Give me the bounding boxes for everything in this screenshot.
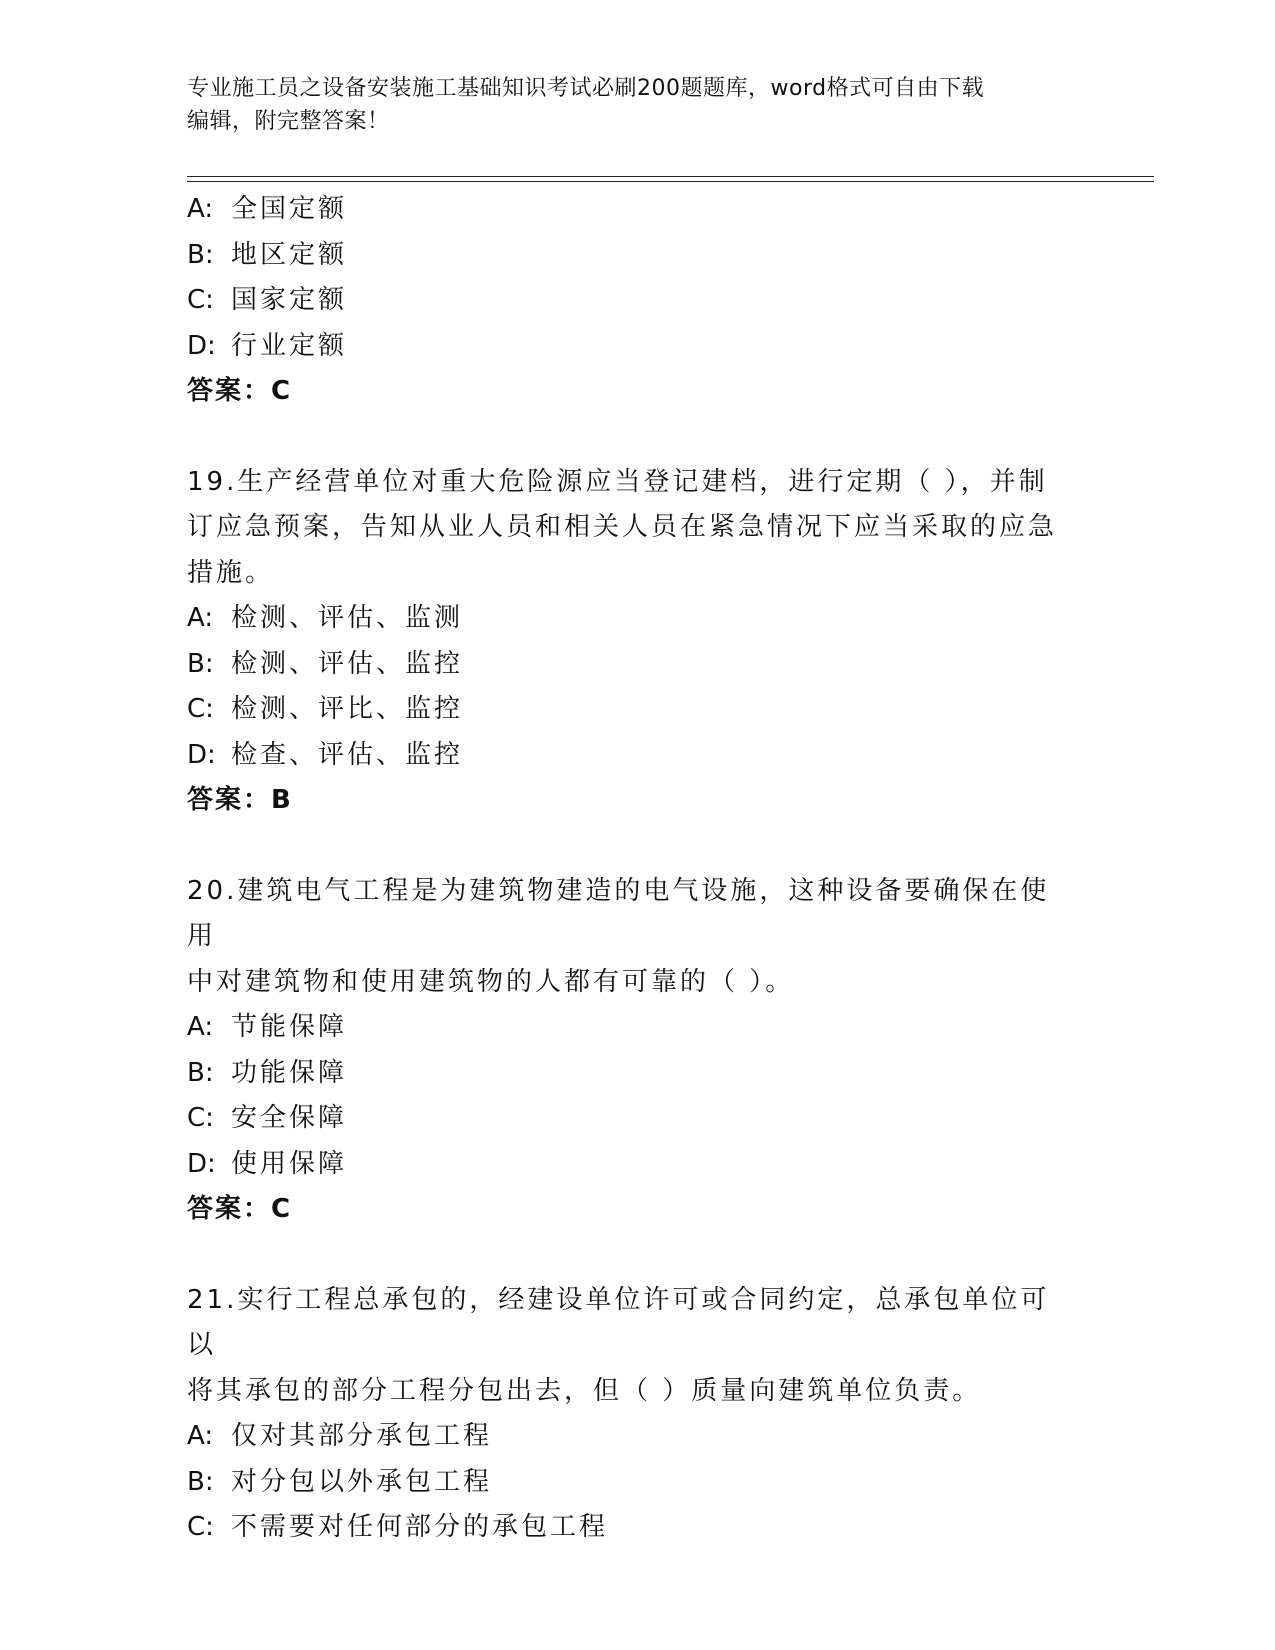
option-c: C: 检测、评比、监控	[187, 694, 464, 724]
option-a: A: 节能保障	[187, 1012, 348, 1042]
option-b: B: 对分包以外承包工程	[187, 1466, 493, 1497]
answer-line: 答案：B	[187, 785, 293, 815]
option-b: B: 检测、评估、监控	[187, 648, 464, 679]
header-divider-bottom	[187, 181, 1154, 182]
document-body	[187, 187, 1087, 1551]
question-18-continued	[187, 187, 1087, 415]
option-a: A: 检测、评估、监测	[187, 603, 464, 633]
question-stem-line: 20.建筑电气工程是为建筑物建造的电气设施，这种设备要确保在使用	[187, 875, 1050, 951]
header-line-1: 专业施工员之设备安装施工基础知识考试必刷200题题库，word格式可自由下载	[187, 76, 985, 101]
option-c: C: 不需要对任何部分的承包工程	[187, 1512, 609, 1542]
question-stem-line: 措施。	[187, 557, 275, 588]
option-d: D: 使用保障	[187, 1148, 348, 1179]
question-stem-line: 中对建筑物和使用建筑物的人都有可靠的（ ）。	[187, 966, 795, 997]
question-stem-line: 19.生产经营单位对重大危险源应当登记建档，进行定期（ ），并制	[187, 466, 1048, 497]
answer-line: 答案：C	[187, 376, 293, 406]
option-d: D: 行业定额	[187, 330, 348, 361]
question-21	[187, 1278, 1087, 1551]
option-c: C: 安全保障	[187, 1103, 348, 1133]
option-b: B: 地区定额	[187, 239, 348, 270]
question-20	[187, 869, 1087, 1233]
question-stem-line: 将其承包的部分工程分包出去，但（ ）质量向建筑单位负责。	[187, 1375, 982, 1406]
answer-line: 答案：C	[187, 1194, 293, 1224]
option-d: D: 检查、评估、监控	[187, 739, 464, 770]
header-line-2: 编辑，附完整答案！	[187, 109, 390, 134]
header-divider-top	[187, 176, 1154, 177]
question-stem-line: 订应急预案，告知从业人员和相关人员在紧急情况下应当采取的应急	[187, 512, 1058, 542]
document-header	[187, 72, 1087, 138]
option-c: C: 国家定额	[187, 285, 348, 315]
question-stem-line: 21.实行工程总承包的，经建设单位许可或合同约定，总承包单位可以	[187, 1284, 1050, 1360]
option-a: A: 全国定额	[187, 194, 348, 224]
option-b: B: 功能保障	[187, 1057, 348, 1088]
question-19	[187, 460, 1087, 824]
option-a: A: 仅对其部分承包工程	[187, 1421, 493, 1451]
